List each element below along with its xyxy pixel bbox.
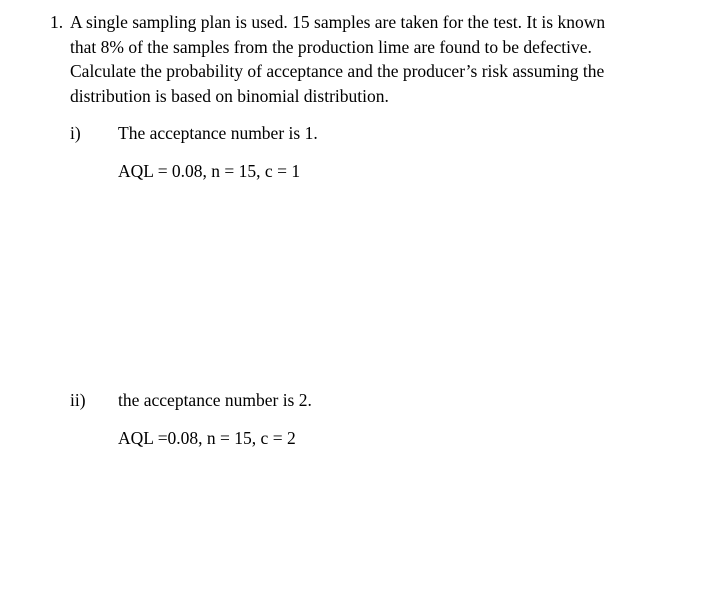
part-i-statement: The acceptance number is 1. xyxy=(118,123,318,143)
part-ii-given: AQL =0.08, n = 15, c = 2 xyxy=(118,428,296,448)
question-1 xyxy=(50,10,670,109)
part-i-given: AQL = 0.08, n = 15, c = 1 xyxy=(118,161,301,181)
part-ii-label: ii) xyxy=(70,390,86,410)
question-line-1: A single sampling plan is used. 15 samples are taken for the test. It is known xyxy=(70,12,606,32)
question-line-4: distribution is based on binomial distribution. xyxy=(70,86,389,107)
question-number: 1. xyxy=(50,12,64,32)
part-ii-statement: the acceptance number is 2. xyxy=(118,390,312,410)
part-i-label: i) xyxy=(70,123,81,143)
question-line-2: that 8% of the samples from the production lime are found to be defective. xyxy=(70,36,592,57)
question-line-3: Calculate the probability of acceptance and the producer’s risk assuming the xyxy=(70,61,605,82)
